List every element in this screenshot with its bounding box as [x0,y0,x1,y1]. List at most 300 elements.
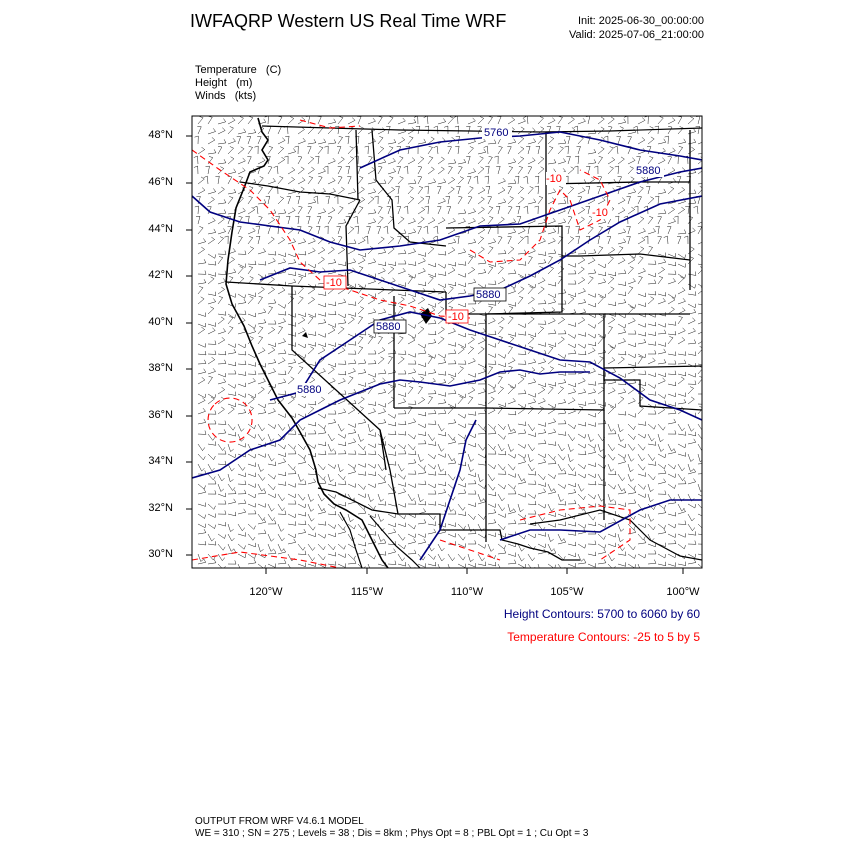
wind-barb [468,373,476,377]
wind-barb [348,560,356,564]
wind-barb [228,454,236,458]
lake-tahoe [302,332,308,338]
wind-barb [678,377,684,384]
wind-barb [308,347,314,354]
wind-barb [288,167,295,174]
wind-barb [575,156,579,164]
wind-barb [434,146,439,154]
wind-barb [298,474,304,482]
wind-barb [478,410,486,415]
wind-barb [408,229,416,234]
wind-barb [658,330,666,334]
wind-barb [478,227,485,234]
wind-barb [418,258,425,264]
wind-barb [685,206,689,214]
wind-barb [478,424,485,430]
wind-barb [267,226,271,234]
wind-barb [378,357,384,364]
wind-barb [438,359,446,364]
wind-barb [688,199,696,204]
lon-label-115: 115°W [350,586,384,598]
wind-barb [498,267,504,275]
wind-barb [558,337,564,344]
wind-barb [468,540,476,544]
wind-barb [278,237,285,244]
wind-barb [258,454,266,458]
wind-barb [408,434,416,439]
wind-barb [208,454,215,460]
wind-barb [588,463,596,467]
wind-barb [618,229,626,234]
wind-barb [338,442,346,446]
wind-barb [378,474,386,479]
wind-barb [488,397,494,404]
contour-labels [296,126,664,396]
wind-barb [678,452,686,456]
wind-barb [576,226,580,234]
wind-barb [378,501,386,505]
wind-barb [568,167,574,174]
wind-barb [638,268,646,274]
wind-barb [568,187,574,194]
wind-barb [558,147,564,155]
wind-barb [508,346,513,354]
wind-barb [338,409,346,414]
wind-barb [428,484,436,488]
wind-barb [318,424,326,429]
wind-barb [256,226,260,234]
wind-barb [298,512,306,516]
wind-barb [338,187,345,194]
wind-barb [598,297,603,305]
wind-barb [678,504,685,511]
wind-barb [488,361,496,365]
wind-barb [488,206,493,214]
wind-barb [538,504,546,508]
wind-barb [638,323,646,327]
wind-barb [298,251,306,255]
wind-barb [198,398,205,404]
wind-barb [538,544,546,548]
wind-barb [638,444,645,450]
wind-barb [528,337,534,344]
wind-barb [418,508,426,514]
wind-barb [268,564,276,568]
wind-barb [668,148,675,154]
wind-barb [478,494,484,502]
wind-barb [447,206,451,214]
wind-barb [598,127,604,134]
wind-barb [348,554,356,560]
wind-barb [228,326,233,334]
wind-barb [228,344,236,348]
wind-barb [688,424,694,431]
wind-barb [648,216,653,224]
wind-barb [648,261,656,265]
wind-barb [638,187,643,195]
wind-barb [508,473,516,477]
wind-barb [258,484,265,491]
wind-barb [518,520,526,524]
wind-barb [368,464,376,468]
wind-barb [388,451,396,455]
wind-barb [618,157,624,164]
wind-barb [338,348,345,355]
wind-barb [238,383,246,387]
wind-barb [468,279,476,284]
wind-barb [528,407,534,414]
wind-barb [418,197,424,204]
wind-barb [488,519,496,524]
wind-barb [258,503,266,507]
wind-barb [258,514,265,521]
wind-barb [328,327,335,334]
wind-barb [328,464,336,469]
wind-barb [208,541,216,545]
wind-barb [568,350,576,354]
wind-barb [354,216,359,224]
wind-barb [678,533,686,537]
wind-barb [568,297,574,304]
wind-barb [338,299,346,304]
wind-barb [218,474,225,481]
wind-barb [378,370,386,375]
wind-barb [674,216,678,224]
wind-barb [578,257,585,264]
wind-barb [228,407,234,414]
wind-barb [568,363,576,367]
wind-barb [566,156,570,164]
wind-barb [688,464,694,472]
wind-barb [278,157,285,164]
wind-barb [378,128,385,134]
wind-barb [268,306,273,314]
wind-barb [238,129,246,134]
wind-barb [618,198,625,205]
wind-barb [198,238,206,244]
wind-barb [574,126,578,134]
wind-barb [277,126,281,134]
wind-barb [618,299,626,304]
wind-barb [288,397,294,404]
wind-barb [608,272,616,276]
wind-barb [678,464,685,471]
wind-barb [428,277,433,285]
wind-barb [318,429,326,434]
wind-barb [688,373,696,377]
wind-barb [338,371,346,375]
wind-barb [508,186,512,194]
wind-barb [278,253,286,257]
wind-barb [428,471,436,475]
wind-barb [528,501,536,505]
wind-barb [378,494,384,502]
wind-barb [438,392,446,396]
wind-barb [598,272,606,276]
legend-temperature: Temperature (C) [195,64,282,76]
wind-barb [468,411,476,415]
wind-barb [328,363,336,367]
wind-barb [298,239,306,245]
wind-barb [237,136,241,144]
wind-barb [254,146,258,154]
wind-barb [337,146,341,154]
wind-barb [368,523,376,527]
wind-barb [658,454,666,458]
wind-barb [338,450,346,454]
height-label-1: 5760 [484,127,509,139]
wind-barb [668,484,676,489]
wind-barb [268,217,275,224]
wind-barb [338,502,346,506]
wind-barb [608,117,614,124]
wind-barb [578,137,583,145]
wind-barb [238,393,246,397]
wind-barb [268,347,275,354]
wind-barb [228,189,236,194]
wind-barb [208,277,214,284]
height-label-4: 5880 [376,321,401,333]
wind-barb [318,544,325,550]
wind-barb [298,454,306,459]
wind-barb [228,316,233,324]
wind-barb [318,554,325,560]
wind-barb [248,434,256,438]
temperature-contour-note: Temperature Contours: -25 to 5 by 5 [507,630,700,644]
wind-barb [368,197,374,204]
wind-barb [194,166,198,174]
wind-barb [458,344,466,348]
wind-barb [388,158,396,164]
wind-barb [438,272,446,276]
wind-barb [348,259,356,264]
wind-barb [486,186,490,194]
wind-barb [288,554,295,561]
wind-barb [528,199,536,204]
wind-barb [458,196,462,204]
wind-barb [458,564,466,568]
wind-barb [358,316,363,324]
wind-barb [398,260,406,264]
wind-barb [368,278,376,284]
wind-barb [698,444,705,451]
wind-barb [598,444,604,452]
wind-barb [488,444,495,450]
wind-barb [638,118,645,125]
wind-barb [446,196,450,204]
wind-barb [258,387,264,394]
wind-barb [428,146,433,154]
wind-barb [328,139,336,144]
wind-barb [568,464,575,471]
wind-barb [478,247,484,254]
wind-barb [628,564,636,568]
wind-barb [307,146,311,154]
wind-barb [528,471,536,475]
wind-barb [648,424,656,429]
wind-barb [418,217,424,224]
wind-barb [398,156,403,164]
wind-barb [574,166,578,174]
wind-barb [228,118,235,125]
wind-barb [418,519,426,524]
wind-barb [398,450,406,454]
wind-barb [308,544,315,551]
wind-barb [218,522,226,526]
wind-barb [268,299,276,304]
wind-barb [348,360,356,364]
wind-barb [355,226,359,234]
wind-barb [548,228,556,234]
wind-barb [208,474,215,480]
wind-barb [306,116,310,124]
wind-barb [458,209,466,214]
wa-id-border [356,130,358,200]
wind-barb [278,511,286,515]
wind-barb [268,424,276,429]
wind-barb [358,484,366,490]
wind-barb [538,219,546,224]
wind-barb [636,156,640,164]
wind-barb [298,504,306,508]
wind-barb [338,529,346,534]
wind-barb [398,128,406,134]
wind-barb [208,322,216,326]
wind-barb [498,464,505,470]
wind-barb [648,341,656,345]
wind-barb [428,167,434,174]
wind-barb [548,407,555,414]
wind-barb [358,176,363,184]
wind-barb [408,564,415,571]
wind-barb [208,229,216,234]
id-nv-ut-border [292,286,446,292]
wind-barb [318,414,326,418]
wind-barb [268,277,275,284]
wind-barb [518,360,526,364]
wind-barb [508,197,514,205]
wind-barb [324,146,328,154]
wind-barb [618,397,624,404]
wind-barb [278,287,285,294]
wind-barb [558,534,564,541]
wind-barb [628,434,635,440]
wind-barb [238,147,244,154]
wind-barb [518,296,523,304]
wind-barb [378,116,382,124]
wind-barb [508,398,516,404]
wind-barb [208,480,216,484]
wind-barb [288,483,296,487]
wind-barb [658,509,666,514]
wind-barb [688,309,696,314]
wind-barb [258,261,266,265]
wind-barb [658,444,664,452]
wind-barb [548,419,556,425]
wind-barb [518,250,526,254]
wind-barb [535,206,539,214]
wind-barb [568,309,576,314]
wind-barb [358,206,363,214]
wind-barb [238,351,246,355]
wind-barb [238,409,246,414]
wind-barb [418,226,422,234]
wind-barb [518,127,524,134]
wind-barb [458,396,463,404]
wind-barb [218,271,226,275]
wind-barb [218,534,226,539]
wind-barb [438,327,445,334]
wind-barb [538,228,546,234]
wind-barb [328,119,336,124]
wind-barb [248,397,254,404]
wind-barb [535,186,539,194]
wind-barb [628,544,635,550]
wind-barb [448,287,453,295]
wind-barb [437,186,441,194]
wind-barb [648,560,656,564]
wind-barb [568,483,576,487]
wind-barb [198,313,206,317]
wind-barb [496,166,500,174]
wind-barb [468,396,473,404]
wind-barb [288,359,296,364]
wind-barb [426,196,430,204]
wind-barb [668,321,676,325]
wind-barb [588,514,595,520]
wind-barb [418,432,426,436]
wind-barb [285,136,289,144]
wind-barb [316,226,320,234]
wind-barb [448,459,456,464]
wind-barb [468,253,476,257]
wind-barb [348,464,356,469]
wind-barb [588,389,596,394]
wind-barb [608,357,615,364]
wind-barb [538,489,546,494]
wind-barb [458,504,465,510]
wind-barbs [194,116,706,572]
wind-barb [208,298,216,304]
wind-barb [528,166,532,174]
wind-barb [538,422,546,426]
wind-barb [488,156,492,164]
wind-barb [328,343,336,347]
wind-barb [438,251,446,255]
wind-barb [508,411,516,415]
wind-barb [338,247,345,254]
wind-barb [628,189,636,194]
wind-barb [478,260,486,265]
wind-barb [428,454,436,459]
wind-barb [638,256,643,264]
wind-barb [288,259,296,264]
ks-ok-border [604,366,702,368]
wind-barb [228,432,236,436]
wind-barb [388,523,396,527]
wind-barb [308,176,313,184]
wind-barb [278,350,286,354]
wind-barb [318,368,326,374]
wind-barb [568,280,576,284]
wind-barb [538,136,543,144]
wind-barb [698,454,704,462]
wind-barb [458,524,466,530]
wind-barb [208,554,215,560]
wind-barb [478,534,486,538]
wind-barb [638,524,646,528]
wind-barb [538,342,546,346]
